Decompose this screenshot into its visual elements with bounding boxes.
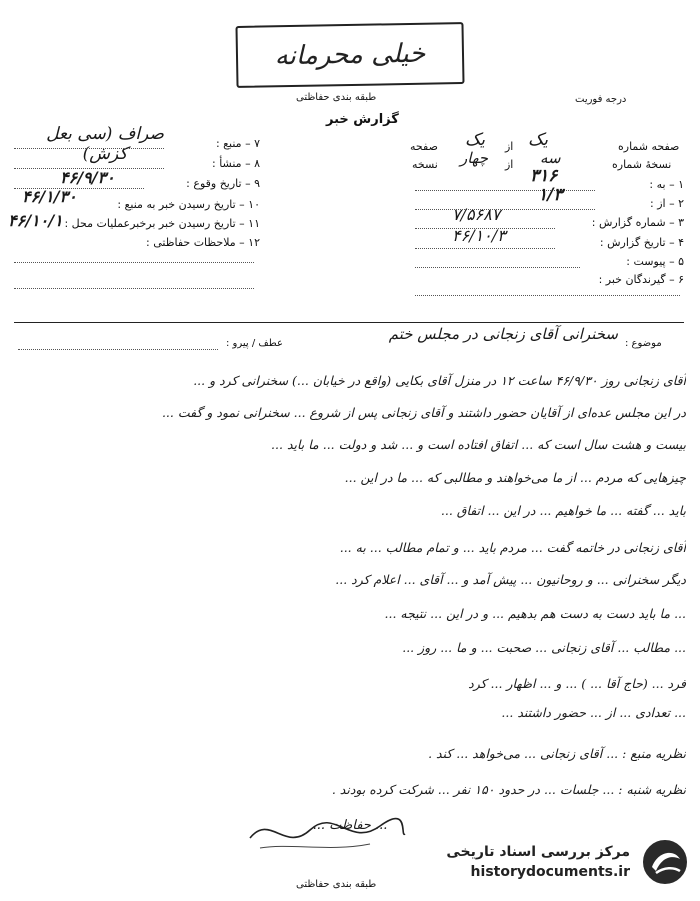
classification-top: طبقه بندی حفاظتی <box>296 92 377 103</box>
page-total-value: یک <box>465 130 485 150</box>
body-line: چیزهایی که مردم ... از ما می‌خواهند و مطالبی که ... ما در این ... <box>344 470 686 485</box>
field-to-label: ۱ – به : <box>649 178 684 191</box>
body-line: آقای زنجانی در خاتمه گفت ... مردم باید ... و تمام مطالب ... به ... <box>339 540 686 555</box>
copy-total-value: چهار <box>460 149 489 167</box>
field-attachment-label: ۵ – پیوست : <box>626 255 684 268</box>
copy-number-value: سه <box>540 149 561 167</box>
field-origin-label: ۸ – منشأ : <box>212 157 260 170</box>
body-line: دیگر سخنرانی ... و روحانیون ... پیش آمد و ... آقای ... اعلام کرد ... <box>335 572 686 587</box>
field-event-date-value: ۴۶/۹/۳۰ <box>60 168 115 187</box>
field-from-label: ۲ – از : <box>650 197 684 210</box>
page-of-label: از <box>505 140 514 153</box>
field-source-value: صراف (سی بعل کزش) <box>46 124 164 164</box>
page-unit-label: صفحه <box>410 140 438 153</box>
body-line: ... تعدادی ... از ... حضور داشتند ... <box>501 705 686 720</box>
body-line: ... مطالب ... آقای زنجانی ... صحبت ... و ما ... روز ... <box>402 640 686 655</box>
field-from-value: ۱/۳ <box>538 185 563 205</box>
field-to-value: ۳۱۶ <box>530 166 558 186</box>
field-event-date-label: ۹ – تاریخ وقوع : <box>186 177 260 190</box>
field-report-number-label: ۳ – شماره گزارش : <box>591 216 684 229</box>
report-title: گزارش خبر <box>326 112 399 127</box>
body-line: در این مجلس عده‌ای از آقایان حضور داشتند و آقای زنجانی پس از شروع ... سخنرانی نمود و گفت ... <box>161 405 686 420</box>
body-line: ... ما باید دست به دست هم بدهیم ... و در این ... نتیجه ... <box>384 606 686 621</box>
field-recipients-label: ۶ – گیرندگان خبر : <box>598 273 684 286</box>
signature-scribble <box>240 808 410 858</box>
classification-bottom: طبقه بندی حفاظتی <box>296 879 377 890</box>
page-number-label: صفحه شماره <box>618 140 680 153</box>
copy-unit-label: نسخه <box>412 158 438 171</box>
field-report-number-value: ۷/۵۶۸۷ <box>452 205 501 224</box>
subject-value: سخنرانی آقای زنجانی در مجلس ختم <box>388 325 618 343</box>
body-line: نظریه منبع : ... آقای زنجانی ... می‌خواهد ... کند . <box>428 746 686 761</box>
body-line: بیست و هشت سال است که ... اتفاق افتاده است و ... شد و دولت ... ما باید ... <box>271 437 686 452</box>
watermark-url: historydocuments.ir <box>470 864 630 880</box>
reference-label: عطف / پیرو : <box>226 338 283 349</box>
subject-label: موضوع : <box>625 338 662 349</box>
urgency-label: درجه فوریت <box>575 94 627 105</box>
watermark-title: مرکز بررسی اسناد تاریخی <box>446 844 630 860</box>
field-security-notes-label: ۱۲ – ملاحظات حفاظتی : <box>146 236 260 249</box>
copy-of-label: از <box>505 158 514 171</box>
field-report-date-value: ۴۶/۱۰/۳ <box>452 226 506 245</box>
field-received-source-label: ۱۰ – تاریخ رسیدن خبر به منبع : <box>117 198 260 211</box>
archive-watermark <box>410 832 690 892</box>
field-source-label: ۷ – منبع : <box>215 137 260 150</box>
classification-stamp: خیلی محرمانه <box>235 22 464 88</box>
field-received-source-value: ۴۶/۱/۳۰ <box>22 187 77 206</box>
field-received-ops-value: ۴۶/۱۰/۱ <box>8 211 63 230</box>
archive-logo-icon <box>640 837 690 887</box>
body-line: آقای زنجانی روز ۴۶/۹/۳۰ ساعت ۱۲ در منزل آقای بکایی (واقع در خیابان ...) سخنرانی کرد و ... <box>193 373 686 388</box>
body-line: فرد ... (حاج آقا ... ) ... و ... اظهار ... کرد <box>468 676 686 691</box>
body-line: نظریه شنبه : ... جلسات ... در حدود ۱۵۰ نفر ... شرکت کرده بودند . <box>331 782 686 797</box>
copy-number-label: نسخهٔ شماره <box>612 158 672 171</box>
footer-signature: ... حفاظت ... <box>312 818 388 833</box>
page-number-value: یک <box>528 130 548 150</box>
field-received-ops-label: ۱۱ – تاریخ رسیدن خبر برخبرعملیات محل : <box>64 217 260 230</box>
body-line: باید ... گفته ... ما خواهیم ... در این ... اتفاق ... <box>440 503 686 518</box>
field-report-date-label: ۴ – تاریخ گزارش : <box>599 236 684 249</box>
header-divider <box>14 322 684 323</box>
